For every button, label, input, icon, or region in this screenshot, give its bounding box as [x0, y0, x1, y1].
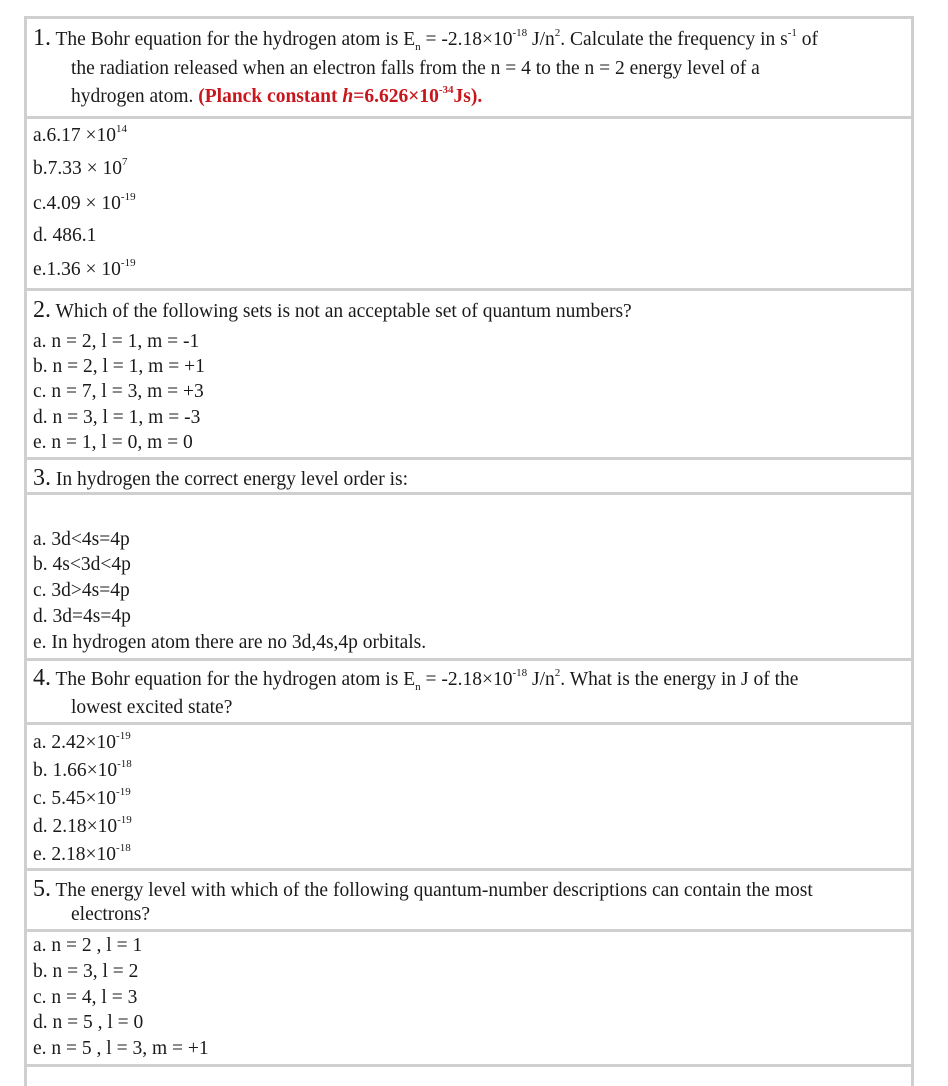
divider-q3-options	[27, 492, 911, 495]
question-4-option-a: a. $2.42\times 10^{-19}$	[33, 730, 131, 753]
divider-q4-options	[27, 722, 911, 725]
question-3-option-b: b. 4s<3d<4p	[33, 554, 131, 575]
divider-q1-options	[27, 116, 911, 119]
question-1-option-a: $a.6.17 \times 10^{14}$	[33, 123, 128, 146]
question-3-number: 3.	[33, 465, 51, 491]
question-4-line-2: lowest excited state?	[71, 697, 233, 718]
question-4-option-b: b. $1.66\times 10^{-18}$	[33, 758, 132, 781]
question-5-option-e: e. n = 5 , l = 3, m = +1	[33, 1038, 209, 1059]
question-5-number: 5.	[33, 876, 51, 902]
question-1-option-b: $b.7.33 \times 10^7$	[33, 156, 128, 179]
question-1-option-c: $c.4.09 \times 10^{-19}$	[33, 191, 136, 214]
question-1-line-1: 1. The Bohr equation for the hydrogen atom is $E_n = -2.18\times 10^{-18}$ $J/n^2$. Calculate the frequency in $s^{-1}$ of	[33, 25, 819, 53]
question-5-option-b: b. n = 3, l = 2	[33, 961, 139, 982]
question-5-option-c: c. n = 4, l = 3	[33, 987, 138, 1008]
divider-q2	[27, 288, 911, 291]
divider-top	[27, 16, 911, 19]
question-1-line-3: hydrogen atom. (Planck constant $h=6.626\times 10^{-34}Js$).	[71, 84, 483, 107]
question-4-option-c: c. $5.45\times 10^{-19}$	[33, 786, 131, 809]
divider-q3	[27, 457, 911, 460]
divider-q5-options	[27, 929, 911, 932]
question-2-option-d: d. n = 3, l = 1, m = -3	[33, 407, 201, 428]
question-3-option-e: e. In hydrogen atom there are no 3d,4s,4p orbitals.	[33, 632, 427, 653]
quiz-sheet	[24, 16, 914, 1086]
question-1-option-d: d. 486.1	[33, 225, 97, 246]
question-3-line-1: 3. In hydrogen the correct energy level order is:	[33, 465, 408, 491]
question-1-number: 1.	[33, 25, 51, 51]
question-2-line-1: 2. Which of the following sets is not an acceptable set of quantum numbers?	[33, 297, 632, 323]
divider-q5	[27, 868, 911, 871]
question-1-option-e: $e.1.36 \times 10^{-19}$	[33, 257, 136, 280]
question-4-option-e: e. $2.18\times 10^{-18}$	[33, 842, 131, 865]
planck-constant-note: (Planck constant $h=6.626\times 10^{-34}Js$).	[198, 84, 483, 107]
question-1-line-2: the radiation released when an electron falls from the n = 4 to the n = 2 energy level of a	[71, 58, 760, 79]
question-3-option-d: d. 3d=4s=4p	[33, 606, 131, 627]
question-4-line-1: 4. The Bohr equation for the hydrogen atom is $E_n = -2.18\times 10^{-18}$ $J/n^2$. What is the energy in J of the	[33, 665, 799, 693]
question-3-option-a: a. 3d<4s=4p	[33, 529, 130, 550]
question-5-option-d: d. n = 5 , l = 0	[33, 1012, 144, 1033]
question-2-option-c: c. n = 7, l = 3, m = +3	[33, 381, 204, 402]
question-2-number: 2.	[33, 297, 51, 323]
question-5-line-2: electrons?	[71, 904, 151, 925]
divider-q4	[27, 658, 911, 661]
question-4-number: 4.	[33, 665, 51, 691]
question-4-option-d: d. $2.18\times 10^{-19}$	[33, 814, 132, 837]
question-2-option-e: e. n = 1, l = 0, m = 0	[33, 432, 193, 453]
question-3-option-c: c. 3d>4s=4p	[33, 580, 130, 601]
divider-bottom	[27, 1064, 911, 1067]
question-5-option-a: a. n = 2 , l = 1	[33, 935, 143, 956]
question-5-line-1: 5. The energy level with which of the following quantum-number descriptions can contain the most	[33, 876, 813, 902]
question-2-option-a: a. n = 2, l = 1, m = -1	[33, 331, 200, 352]
question-2-option-b: b. n = 2, l = 1, m = +1	[33, 356, 205, 377]
